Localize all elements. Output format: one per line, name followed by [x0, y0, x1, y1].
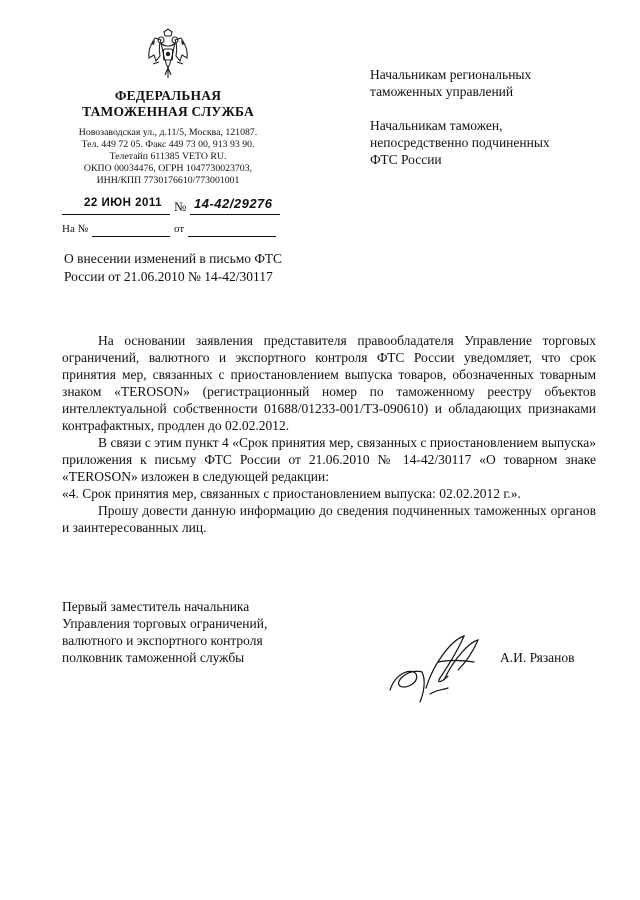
- number-underline: [190, 214, 280, 215]
- addressee-customs: [370, 117, 550, 168]
- letter-body: [62, 332, 596, 536]
- signer-title: [62, 598, 322, 666]
- addressee-line: непосредственно подчиненных: [370, 135, 550, 150]
- inn-kpp-line: ИНН/КПП 7730176610/773001001: [96, 175, 240, 186]
- body-paragraph-notice: На основании заявления представителя правообладателя Управление торговых ограничений, валютного и экспортного контроля ФТС России уведомляет, что срок принятия мер, связанных с приостановлением выпуска товаров, обозначенных товарным знаком «TEROSON» (регистрационный номер по таможенному реестру объектов интеллектуальной собственности 01688/01233-001/ТЗ-090610) и обладающих признаками контрафактных, продлен до 02.02.2012.: [62, 333, 596, 433]
- date-stamp: 22 ИЮН 2011: [84, 197, 163, 209]
- address-line: Новозаводская ул., д.11/5, Москва, 121087.: [78, 127, 258, 138]
- signer-title-line: полковник таможенной службы: [62, 650, 245, 665]
- teletype-line: Телетайп 611385 VETO RU.: [109, 151, 227, 162]
- addressee-line: таможенных управлений: [370, 84, 514, 99]
- reference-from-label: от: [174, 223, 185, 235]
- okpo-ogrn-line: ОКПО 00034476, ОГРН 1047730023703,: [83, 163, 253, 174]
- signer-title-line: Управления торговых ограничений,: [62, 616, 268, 631]
- addressee-line: ФТС России: [370, 152, 442, 167]
- letter-subject: [64, 250, 324, 286]
- reference-number-label: На №: [62, 223, 89, 235]
- addressee-line: Начальникам региональных: [370, 67, 532, 82]
- signer-title-line: валютного и экспортного контроля: [62, 633, 263, 648]
- number-prefix: №: [174, 199, 187, 214]
- subject-line: О внесении изменений в письмо ФТС: [64, 251, 283, 266]
- signer-name: А.И. Рязанов: [500, 650, 575, 665]
- handwritten-signature: [382, 632, 492, 708]
- reference-number-underline: [92, 236, 170, 237]
- org-name-line1: ФЕДЕРАЛЬНАЯ: [114, 88, 222, 103]
- subject-line: России от 21.06.2010 № 14-42/30117: [64, 269, 273, 284]
- body-paragraph-amendment: В связи с этим пункт 4 «Срок принятия мер, связанных с приостановлением выпуска» приложения к письму ФТС России от 21.06.2010 № 14-42/30117 «О товарном знаке «TEROSON» изложен в следующей редакции:: [62, 435, 596, 484]
- body-paragraph-quote: «4. Срок принятия мер, связанных с приостановлением выпуска: 02.02.2012 г.».: [62, 486, 521, 501]
- phone-fax-line: Тел. 449 72 05. Факс 449 73 00, 913 93 90.: [81, 139, 255, 150]
- handwritten-outgoing-number: 14-42/29276: [194, 196, 273, 211]
- org-name-line2: ТАМОЖЕННАЯ СЛУЖБА: [82, 104, 254, 119]
- reference-date-underline: [188, 236, 276, 237]
- addressee-line: Начальникам таможен,: [370, 118, 503, 133]
- addressee-regional: [370, 66, 531, 100]
- coat-of-arms-icon: [145, 28, 191, 80]
- body-paragraph-request: Прошу довести данную информацию до сведения подчиненных таможенных органов и заинтересованных лиц.: [62, 503, 596, 535]
- signer-title-line: Первый заместитель начальника: [62, 599, 250, 614]
- date-underline: [62, 214, 170, 215]
